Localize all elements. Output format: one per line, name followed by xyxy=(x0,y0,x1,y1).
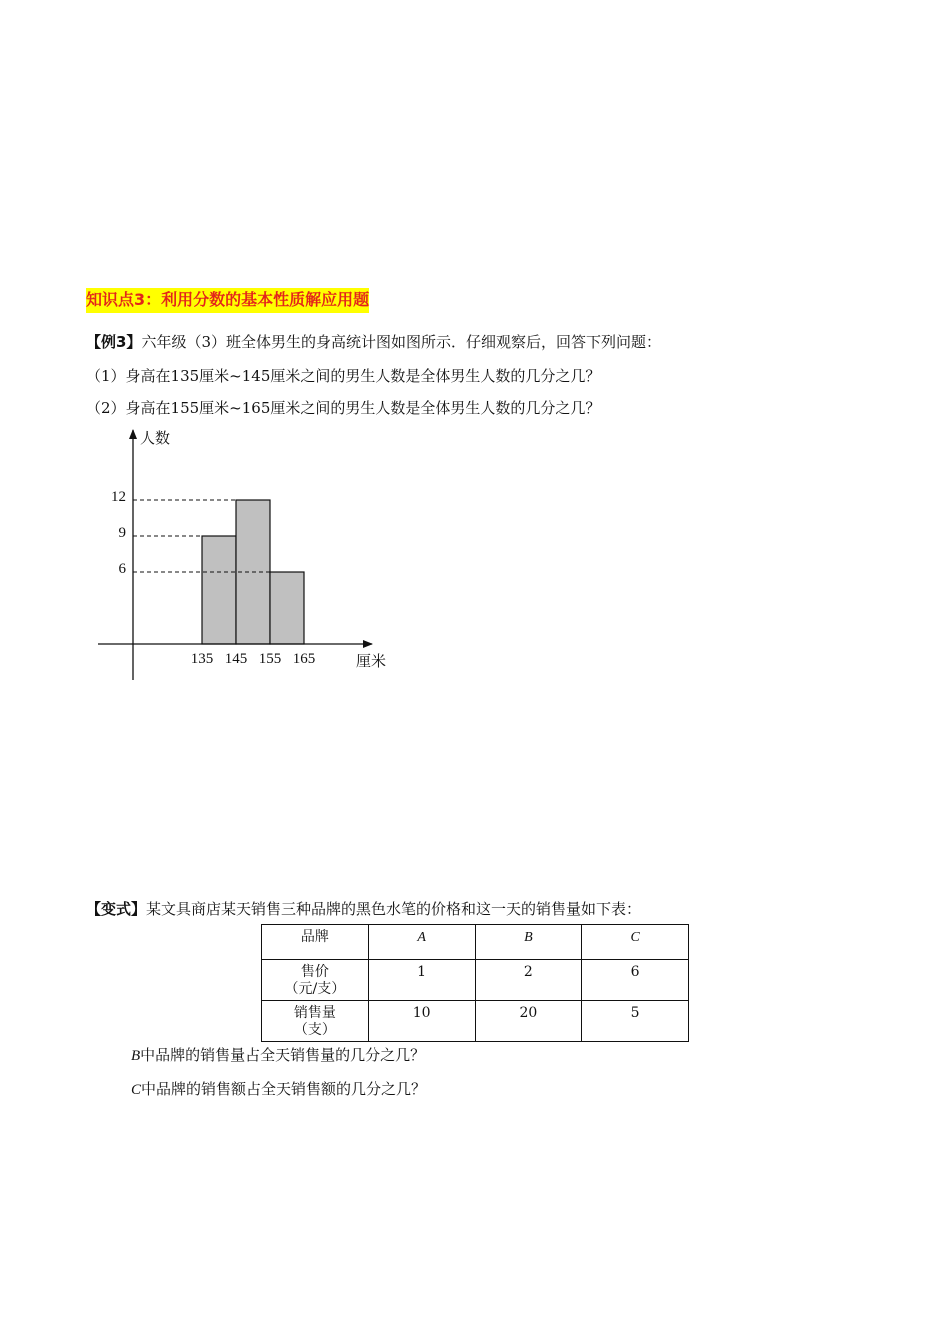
table-header-cell: C xyxy=(582,925,689,960)
question-2-letter: C xyxy=(131,1082,142,1098)
table-cell: 10 xyxy=(368,1001,475,1042)
x-tick-labels xyxy=(191,651,316,667)
table-header-cell: B xyxy=(475,925,582,960)
example3-intro-line xyxy=(86,332,661,352)
y-tick-labels xyxy=(111,489,127,577)
row-label-line2: （元/支） xyxy=(284,981,346,997)
table-row xyxy=(262,1001,689,1042)
table-row xyxy=(262,960,689,1001)
variant-question-1 xyxy=(131,1045,425,1066)
example3-label: 【例3】 xyxy=(86,333,142,351)
table-cell: 2 xyxy=(475,960,582,1001)
table-cell: 20 xyxy=(475,1001,582,1042)
question-2-text: 中品牌的销售额占全天销售额的几分之几？ xyxy=(141,1080,427,1098)
table-row-label xyxy=(262,1001,369,1042)
example3-intro: 六年级（3）班全体男生的身高统计图如图所示．仔细观察后，回答下列问题： xyxy=(141,333,661,351)
x-tick-label: 135 xyxy=(190,651,214,667)
y-tick-label: 9 xyxy=(118,525,126,541)
row-label-line1: 销售量 xyxy=(293,1005,336,1021)
variant-intro: 某文具商店某天销售三种品牌的黑色水笔的价格和这一天的销售量如下表： xyxy=(146,900,642,918)
histogram-bar-135-145 xyxy=(202,536,236,644)
variant-intro-line xyxy=(86,899,641,919)
x-axis-label: 厘米 xyxy=(356,652,387,670)
y-tick-label: 12 xyxy=(111,489,126,505)
pen-sales-table xyxy=(261,924,689,1042)
variant-question-2 xyxy=(131,1079,426,1100)
x-tick-label: 155 xyxy=(258,651,282,667)
table-cell: 6 xyxy=(582,960,689,1001)
section-heading: 知识点3：利用分数的基本性质解应用题 xyxy=(86,288,369,313)
question-1-letter: B xyxy=(131,1048,141,1064)
y-tick-label: 6 xyxy=(118,561,126,577)
table-header-cell: A xyxy=(368,925,475,960)
table-row-label xyxy=(262,960,369,1001)
variant-label: 【变式】 xyxy=(86,900,147,918)
histogram-bar-155-165 xyxy=(270,572,304,644)
height-histogram xyxy=(90,420,410,690)
example3-question-2: （2）身高在155厘米~165厘米之间的男生人数是全体男生人数的几分之几？ xyxy=(86,399,601,417)
y-axis-label: 人数 xyxy=(140,429,171,447)
row-label-line2: （支） xyxy=(293,1022,336,1038)
x-tick-label: 145 xyxy=(224,651,248,667)
x-tick-label: 165 xyxy=(292,651,316,667)
example3-question-1: （1）身高在135厘米~145厘米之间的男生人数是全体男生人数的几分之几？ xyxy=(86,367,601,385)
table-header-cell: 品牌 xyxy=(262,925,369,960)
table-cell: 5 xyxy=(582,1001,689,1042)
row-label-line1: 售价 xyxy=(300,964,329,980)
table-header-row xyxy=(262,925,689,960)
question-1-text: 中品牌的销售量占全天销售量的几分之几？ xyxy=(140,1046,426,1064)
table-cell: 1 xyxy=(368,960,475,1001)
